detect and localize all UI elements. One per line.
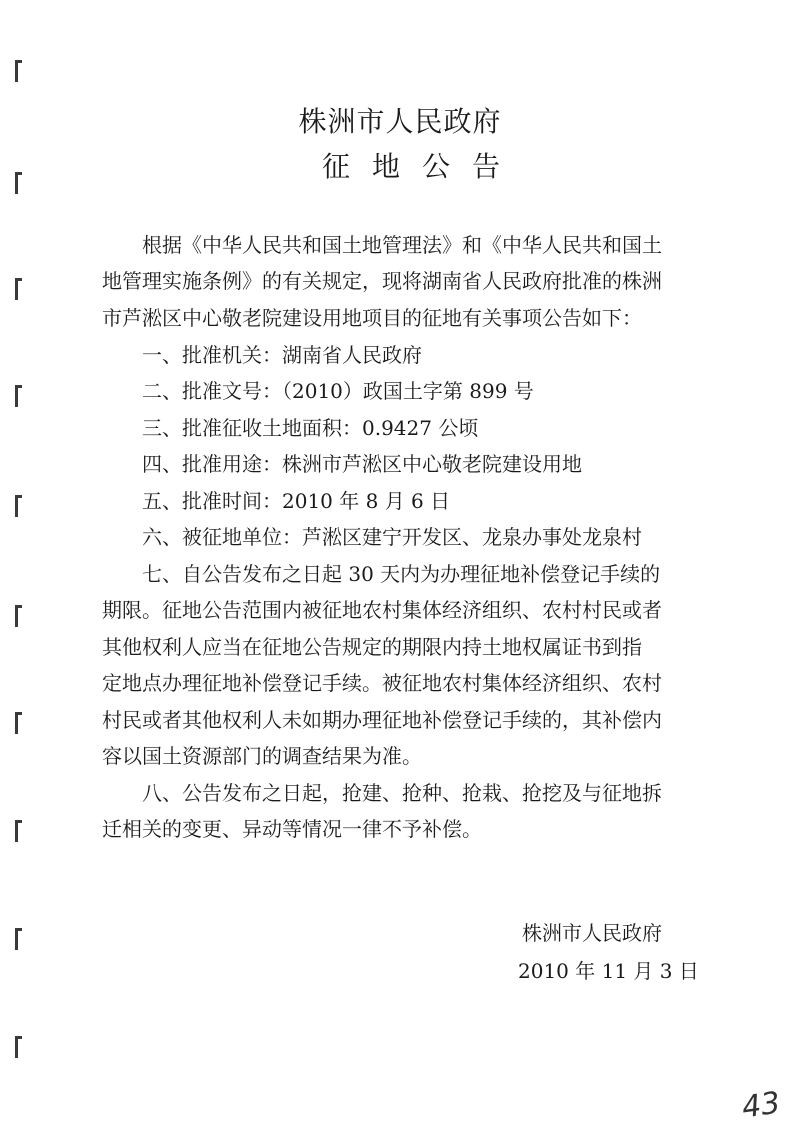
binding-mark — [15, 820, 22, 842]
binding-mark — [15, 278, 22, 300]
binding-mark — [15, 495, 22, 517]
signature-date: 2010 年 11 月 3 日 — [518, 959, 699, 983]
body-line: 地管理实施条例》的有关规定，现将湖南省人民政府批准的株洲 — [102, 269, 662, 293]
binding-mark — [15, 60, 22, 82]
body-line: 七、自公告发布之日起 30 天内为办理征地补偿登记手续的 — [142, 562, 661, 586]
body-line: 五、批准时间：2010 年 8 月 6 日 — [142, 489, 451, 513]
body-line: 期限。征地公告范围内被征地农村集体经济组织、农村村民或者 — [102, 598, 662, 622]
body-line: 村民或者其他权利人未如期办理征地补偿登记手续的，其补偿内 — [102, 708, 662, 732]
body-line: 根据《中华人民共和国土地管理法》和《中华人民共和国土 — [142, 233, 662, 257]
body-line: 容以国土资源部门的调查结果为准。 — [102, 744, 422, 768]
body-line: 定地点办理征地补偿登记手续。被征地农村集体经济组织、农村 — [102, 671, 662, 695]
body-line: 其他权利人应当在征地公告规定的期限内持土地权属证书到指 — [102, 635, 642, 659]
body-line: 八、公告发布之日起，抢建、抢种、抢栽、抢挖及与征地拆 — [142, 781, 662, 805]
issuer-heading: 株洲市人民政府 — [298, 105, 502, 138]
binding-mark — [15, 605, 22, 627]
body-line: 六、被征地单位：芦淞区建宁开发区、龙泉办事处龙泉村 — [142, 525, 642, 549]
binding-mark — [15, 712, 22, 734]
body-line: 二、批准文号：（2010）政国土字第 899 号 — [142, 379, 534, 403]
signature-issuer: 株洲市人民政府 — [522, 921, 662, 945]
body-line: 迁相关的变更、异动等情况一律不予补偿。 — [102, 817, 482, 841]
binding-mark — [15, 928, 22, 950]
body-line: 三、批准征收土地面积：0.9427 公顷 — [142, 416, 479, 440]
binding-mark — [15, 385, 22, 407]
body-line: 一、批准机关：湖南省人民政府 — [142, 343, 422, 367]
binding-mark — [15, 1036, 22, 1058]
body-line: 市芦淞区中心敬老院建设用地项目的征地有关事项公告如下： — [102, 306, 642, 330]
body-line: 四、批准用途：株洲市芦淞区中心敬老院建设用地 — [142, 452, 582, 476]
page-number: 43 — [739, 1085, 783, 1126]
document-title: 征地公告 — [321, 150, 522, 183]
